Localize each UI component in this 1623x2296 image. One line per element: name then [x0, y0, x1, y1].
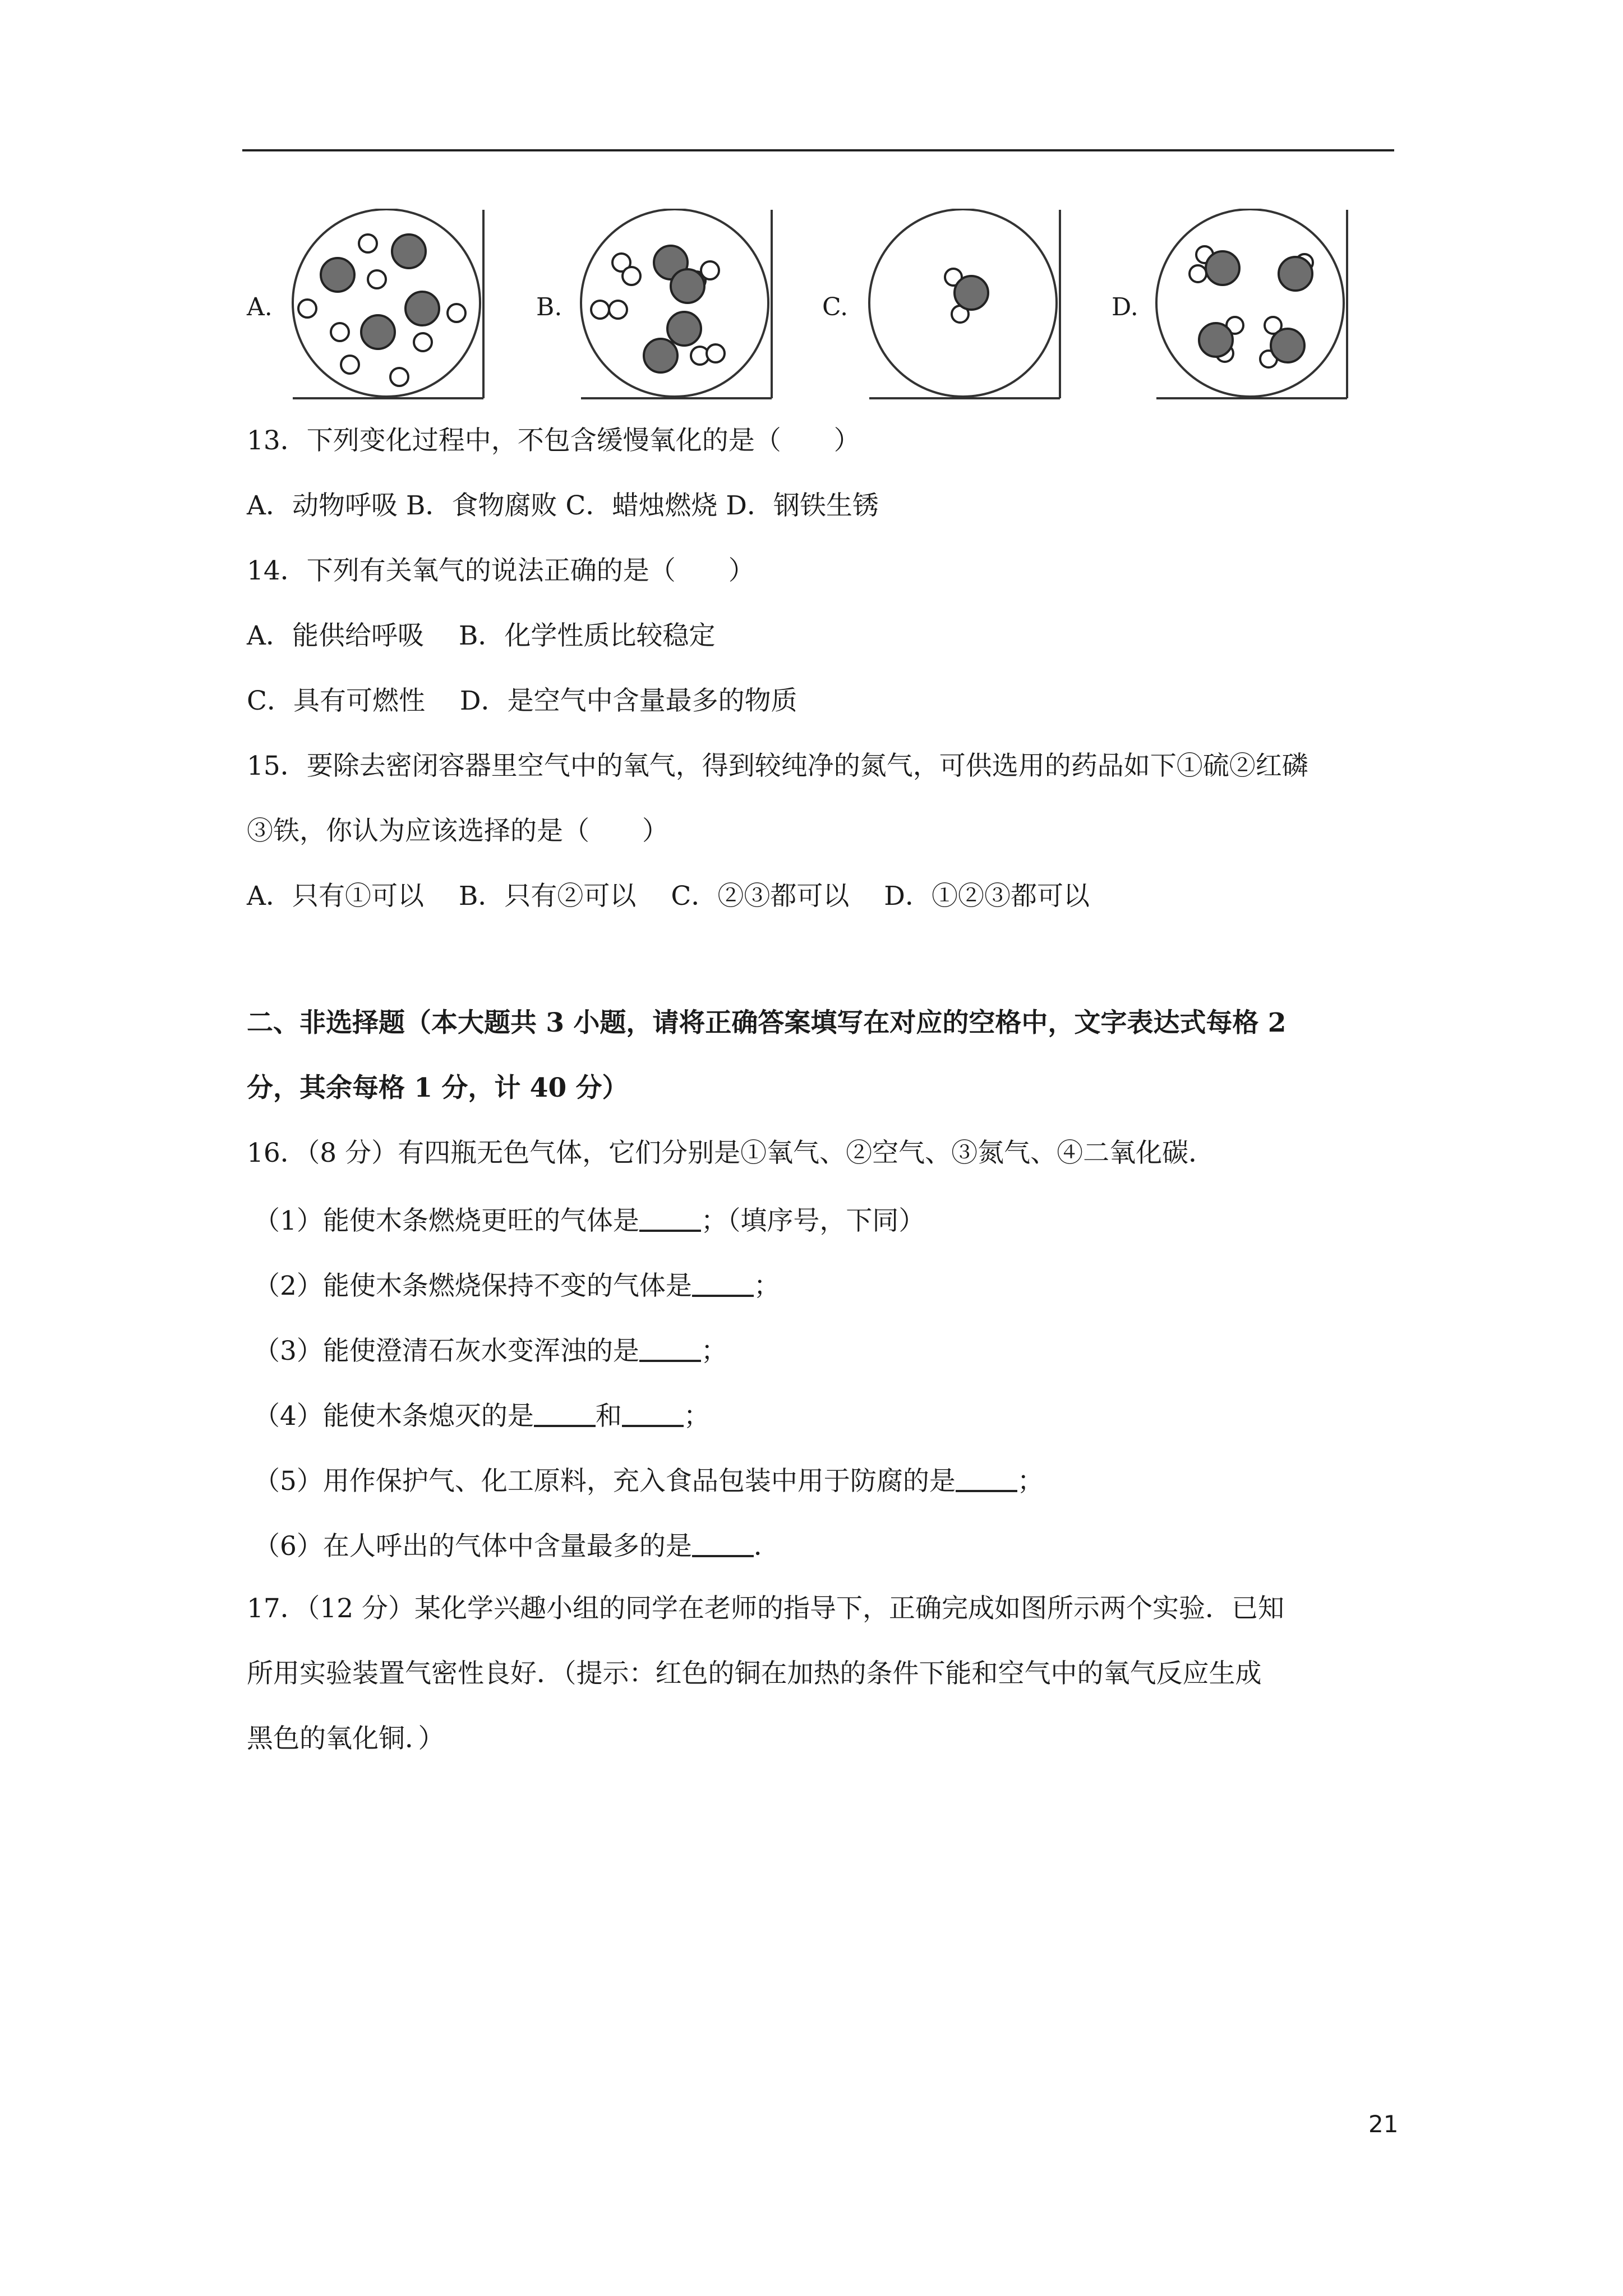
header-rule [242, 149, 1394, 151]
page-number: 21 [1368, 2110, 1399, 2138]
diagram-c [866, 209, 1062, 399]
q16-item-2-text: （2）能使木条燃烧保持不变的气体是 [253, 1271, 692, 1301]
q16-item-5-suffix: ； [1017, 1466, 1044, 1497]
q13-stem: 13．下列变化过程中，不包含缓慢氧化的是（ ） [247, 425, 860, 456]
q15-stem-line2: ③铁，你认为应该选择的是（ ） [247, 816, 668, 846]
q16-item-2-suffix: ； [753, 1271, 780, 1301]
option-b-label: B. [536, 293, 562, 321]
option-c-label: C. [822, 293, 849, 321]
diagram-a [289, 209, 486, 399]
answer-blank[interactable] [956, 1465, 1017, 1492]
q17-line3: 黑色的氧化铜．） [247, 1723, 445, 1754]
diagram-b [578, 209, 774, 399]
q16-item-3 [253, 1335, 727, 1364]
q16-item-4 [253, 1400, 710, 1432]
answer-blank[interactable] [622, 1400, 684, 1427]
q16-item-4-mid: 和 [595, 1401, 622, 1432]
q16-item-4-suffix: ； [683, 1401, 710, 1432]
q16-item-1-suffix: ；（填序号，下同） [700, 1205, 925, 1236]
option-d-label: D. [1112, 293, 1138, 321]
section2-heading-line2: 分，其余每格 1 分，计 40 分） [247, 1073, 629, 1103]
q16-item-1 [253, 1205, 925, 1234]
q16-item-5 [253, 1465, 1044, 1497]
q16-item-4-text: （4）能使木条熄灭的是 [253, 1401, 534, 1432]
q16-item-2 [253, 1270, 780, 1299]
diagram-d [1153, 209, 1349, 399]
option-a-label: A. [247, 293, 273, 321]
q14-options-line2: C．具有可燃性 D．是空气中含量最多的物质 [247, 685, 797, 716]
section2-heading-line1: 二、非选择题（本大题共 3 小题，请将正确答案填写在对应的空格中，文字表达式每格 2 [247, 1007, 1287, 1038]
q14-stem: 14．下列有关氧气的说法正确的是（ ） [247, 555, 755, 586]
q16-item-5-text: （5）用作保护气、化工原料，充入食品包装中用于防腐的是 [253, 1466, 956, 1497]
q16-item-3-text: （3）能使澄清石灰水变浑浊的是 [253, 1336, 639, 1366]
answer-blank[interactable] [534, 1400, 596, 1427]
answer-blank[interactable] [692, 1530, 754, 1557]
q16-item-6-text: （6）在人呼出的气体中含量最多的是 [253, 1531, 692, 1562]
q17-line1: 17．（12 分）某化学兴趣小组的同学在老师的指导下，正确完成如图所示两个实验．已知 [247, 1593, 1285, 1624]
q17-line2: 所用实验装置气密性良好．（提示：红色的铜在加热的条件下能和空气中的氧气反应生成 [247, 1658, 1262, 1689]
q16-item-3-suffix: ； [700, 1336, 727, 1366]
q15-stem-line1: 15．要除去密闭容器里空气中的氧气，得到较纯净的氮气，可供选用的药品如下①硫②红磷 [247, 751, 1308, 781]
q15-options: A．只有①可以 B．只有②可以 C．②③都可以 D．①②③都可以 [247, 881, 1090, 912]
answer-blank[interactable] [692, 1270, 754, 1297]
q16-stem: 16．（8 分）有四瓶无色气体，它们分别是①氧气、②空气、③氮气、④二氧化碳． [247, 1138, 1215, 1168]
q16-item-1-text: （1）能使木条燃烧更旺的气体是 [253, 1205, 639, 1236]
answer-blank[interactable] [639, 1335, 701, 1362]
q14-options-line1: A．能供给呼吸 B．化学性质比较稳定 [247, 620, 716, 651]
q13-options: A．动物呼吸 B．食物腐败 C．蜡烛燃烧 D．钢铁生锈 [247, 490, 879, 521]
q16-item-6-suffix: ． [753, 1531, 780, 1562]
q16-item-6 [253, 1530, 780, 1562]
answer-blank[interactable] [639, 1205, 701, 1232]
